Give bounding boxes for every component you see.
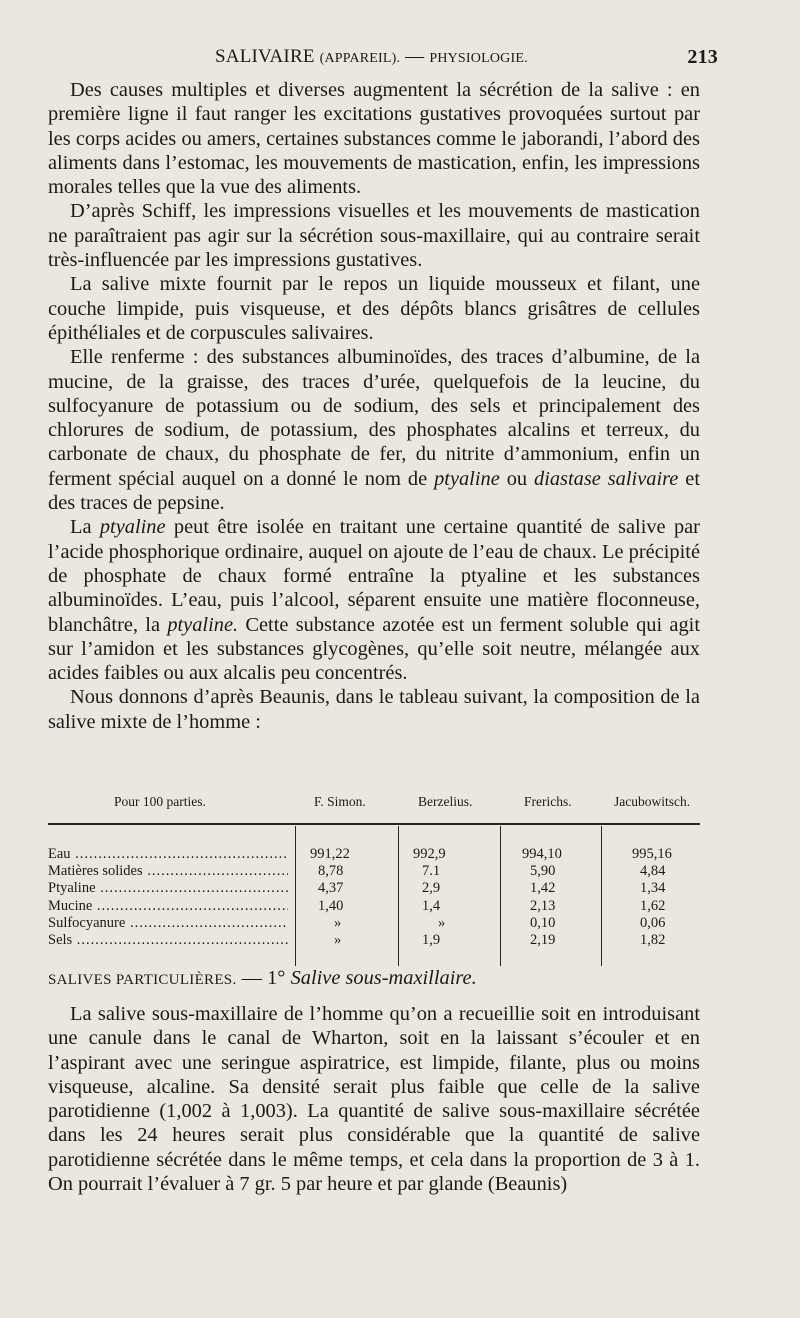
header-title-main: SALIVAIRE: [215, 46, 315, 67]
row-label: Sels .....: [48, 932, 288, 949]
para4-before: Elle renferme : des substances albuminoïdes, des traces d’albumine, de la mucine, de la graisse, des traces d’urée, quelquefois de la leucine, du sulfocyanure de potassium ou de sodium, des sels et principalement des chlorures de sodium, de potassium, des phosphates alcalins et terreux, du carbonate de chaux, du phosphate de fer, du nitrite d’ammonium, enfin un ferment spécial auquel on a donné le nom de: [48, 346, 700, 490]
paragraph-sous-maxillaire: La salive sous-maxillaire de l’homme qu’on a recueillie soit en introduisant une canule dans le canal de Wharton, soit en la laissant s’écouler et en l’aspirant avec une seringue aspiratrice, est limpide, filante, plus ou moins visqueuse, alcaline. Sa densité serait plus faible que celle de la salive parotidienne (1,002 à 1,003). La quantité de salive sous-maxillaire sécrétée dans les 24 heures serait plus considérable que la quantité de salive parotidienne sécrétée dans le même temps, et cela dans la proportion de 3 à 1. On pourrait l’évaluer à 7 gr. 5 par heure et par glande (Beaunis): [48, 1003, 700, 1196]
body-text: [48, 78, 700, 734]
header-title-sub: (APPAREIL).: [319, 51, 401, 66]
cell-value: 1,40: [318, 897, 344, 914]
cell-value: 991,22: [310, 846, 350, 862]
table-row: [48, 863, 700, 880]
table-row: [48, 915, 700, 932]
term-diastase: diastase salivaire: [534, 467, 679, 490]
paragraph-composition: [48, 345, 700, 515]
section-dash: — 1°: [241, 967, 286, 989]
cell-value: 1,9: [422, 931, 441, 948]
row-label: Sulfocyanure .....: [48, 915, 288, 932]
cell-value: 995,16: [632, 846, 672, 862]
cell-value: 5,90: [530, 863, 556, 880]
cell-value: 4,84: [640, 863, 666, 880]
page-number: 213: [687, 46, 718, 68]
table-row: [48, 880, 700, 897]
cell-value: 1,82: [640, 931, 666, 948]
cell-value: 1,34: [640, 880, 666, 897]
cell-value: »: [334, 914, 342, 931]
cell-value: 0,10: [530, 914, 556, 931]
col-header-parts: Pour 100 parties.: [114, 794, 206, 809]
cell-value: 2,9: [422, 880, 441, 897]
body-text-2: [48, 1002, 700, 1196]
para5-end: Cette substance azotée est un ferment soluble qui agit sur l’amidon et les substances glycogènes, qu’elle soit neutre, mélangée aux acides faibles ou aux alcalis peu concentrés.: [48, 613, 701, 685]
header-dash: —: [405, 46, 425, 67]
col-header-berzelius: Berzelius.: [418, 794, 473, 809]
header-section: PHYSIOLOGIE.: [429, 51, 528, 66]
term-ptyaline-3: ptyaline.: [167, 613, 239, 636]
header-title: [215, 46, 528, 68]
col-header-jacubowitsch: Jacubowitsch.: [614, 794, 691, 809]
row-label: Matières solides .....: [48, 863, 288, 880]
term-ptyaline: ptyaline: [434, 467, 500, 490]
table-body: [48, 846, 700, 949]
cell-value: 994,10: [522, 846, 562, 862]
cell-value: »: [334, 931, 342, 948]
section-caps: SALIVES PARTICULIÈRES.: [48, 972, 237, 988]
cell-value: 0,06: [640, 914, 666, 931]
row-label: Eau .....: [48, 846, 288, 863]
section-title: Salive sous-maxillaire.: [290, 967, 477, 989]
paragraph-ptyaline: [48, 515, 700, 685]
paragraph-schiff: D’après Schiff, les impressions visuelles et les mouvements de mastication ne paraîtraient pas agir sur la sécrétion sous-maxillaire, qui au contraire serait très-influencée par les impressions gustatives.: [48, 200, 700, 272]
cell-value: 1,4: [422, 897, 441, 914]
table-row: [48, 846, 700, 863]
table-header: [48, 794, 700, 816]
cell-value: 992,9: [413, 846, 446, 862]
paragraph-causes: Des causes multiples et diverses augmentent la sécrétion de la salive : en première ligne il faut ranger les excitations gustatives provoquées surtout par les corps acides ou amers, certaines substances comme le jaborandi, l’abord des aliments dans l’estomac, les mouvements de mastication, enfin, les impressions morales telles que la vue des aliments.: [48, 79, 700, 199]
section-heading: [48, 966, 700, 992]
para4-or: ou: [506, 467, 528, 490]
cell-value: 4,37: [318, 880, 344, 897]
composition-table: [48, 794, 700, 948]
cell-value: 8,78: [318, 863, 344, 880]
para5-start: La: [70, 516, 92, 539]
row-label: Ptyaline .....: [48, 880, 288, 897]
paragraph-beaunis: Nous donnons d’après Beaunis, dans le tableau suivant, la composition de la salive mixte de l’homme :: [48, 686, 700, 733]
col-header-frerichs: Frerichs.: [524, 794, 572, 809]
table-rule: [48, 823, 700, 825]
cell-value: »: [438, 914, 446, 931]
running-header: [40, 46, 718, 72]
row-label: Mucine .....: [48, 898, 288, 915]
table-row: [48, 932, 700, 949]
col-header-simon: F. Simon.: [314, 794, 366, 809]
cell-value: 7.1: [422, 863, 441, 880]
para5-middle: peut être isolée en traitant une certaine quantité de salive par l’acide phosphorique ordinaire, auquel on ajoute de l’eau de chaux. Le précipité de phosphate de chaux formé entraîne la ptyaline et les substances albuminoïdes. L’eau, puis l’alcool, séparent ensuite une matière floconneuse, blanchâtre, la: [48, 516, 700, 636]
cell-value: 2,13: [530, 897, 556, 914]
term-ptyaline-2: ptyaline: [99, 516, 166, 539]
cell-value: 1,62: [640, 897, 666, 914]
table-row: [48, 898, 700, 915]
cell-value: 1,42: [530, 880, 556, 897]
cell-value: 2,19: [530, 931, 556, 948]
para4-after: et des traces de pepsine.: [48, 467, 700, 515]
paragraph-salive-mixte: La salive mixte fournit par le repos un liquide mousseux et filant, une couche limpide, puis visqueuse, et des dépôts blancs grisâtres de cellules épithéliales et de corpuscules salivaires.: [48, 273, 700, 344]
